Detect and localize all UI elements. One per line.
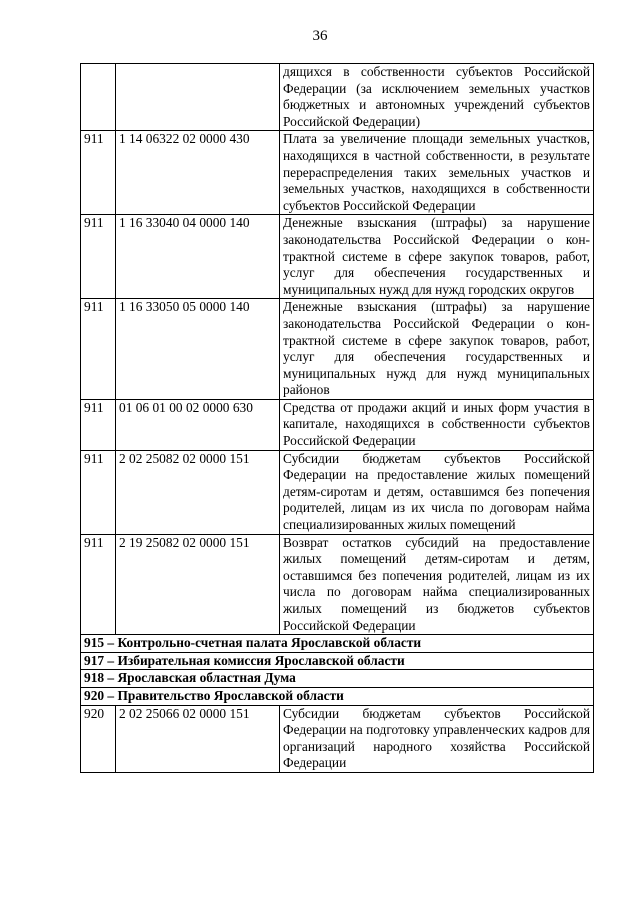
admin-code-cell: 911 <box>81 399 116 450</box>
section-header-row <box>81 635 594 653</box>
description-cell: Субсидии бюджетам субъектов Российской Федерации на подготовку управленческих кадров для организаций народного хозяйства Российской Федерации <box>280 705 594 772</box>
admin-code-cell: 911 <box>81 215 116 299</box>
table-row <box>81 399 594 450</box>
admin-code-cell: 911 <box>81 534 116 635</box>
budget-code-cell <box>116 64 280 131</box>
budget-code-cell: 01 06 01 00 02 0000 630 <box>116 399 280 450</box>
table-row <box>81 450 594 534</box>
budget-code-cell: 1 16 33040 04 0000 140 <box>116 215 280 299</box>
table-row <box>81 534 594 635</box>
section-header-row <box>81 652 594 670</box>
table-row <box>81 215 594 299</box>
budget-code-cell: 2 02 25082 02 0000 151 <box>116 450 280 534</box>
description-cell: Денежные взыскания (штрафы) за нарушение законодательства Российской Федерации о контрактной системе в сфере закупок товаров, работ, услуг для обеспечения государственных и муниципальных нужд для нужд городских округов <box>280 215 594 299</box>
admin-code-cell: 911 <box>81 450 116 534</box>
description-cell: Денежные взыскания (штрафы) за нарушение законодательства Российской Федерации о контрактной системе в сфере закупок товаров, работ, услуг для обеспечения государственных и муниципальных нужд для нужд муниципальных районов <box>280 299 594 400</box>
budget-code-cell: 1 14 06322 02 0000 430 <box>116 131 280 215</box>
revenue-codes-table <box>80 63 594 773</box>
admin-code-cell: 911 <box>81 299 116 400</box>
section-title: 920 – Правительство Ярославской области <box>81 687 594 705</box>
description-cell: Средства от продажи акций и иных форм участия в капитале, находящихся в собственности субъектов Российской Федерации <box>280 399 594 450</box>
admin-code-cell <box>81 64 116 131</box>
table-row <box>81 64 594 131</box>
table-row <box>81 705 594 772</box>
description-cell: дящихся в собственности субъектов Российской Федерации (за исключением земельных участков бюджетных и автономных учреждений субъектов Российской Федерации) <box>280 64 594 131</box>
table-row <box>81 299 594 400</box>
section-title: 918 – Ярославская областная Дума <box>81 670 594 688</box>
admin-code-cell: 920 <box>81 705 116 772</box>
section-header-row <box>81 687 594 705</box>
budget-code-cell: 2 19 25082 02 0000 151 <box>116 534 280 635</box>
page-number: 36 <box>312 28 328 44</box>
budget-code-cell: 2 02 25066 02 0000 151 <box>116 705 280 772</box>
table-row <box>81 131 594 215</box>
admin-code-cell: 911 <box>81 131 116 215</box>
description-cell: Возврат остатков субсидий на предоставление жилых помещений детям-сиротам и детям, оставшимся без попечения родителей, лицам из их числа по договорам найма специализированных жилых помещений из бюджетов субъектов Российской Федерации <box>280 534 594 635</box>
description-cell: Субсидии бюджетам субъектов Российской Федерации на предоставление жилых помещений детям-сиротам и детям, оставшимся без попечения родителей, лицам из их числа по договорам найма специализированных жилых помещений <box>280 450 594 534</box>
section-title: 915 – Контрольно-счетная палата Ярославской области <box>81 635 594 653</box>
section-header-row <box>81 670 594 688</box>
table-body <box>81 64 594 773</box>
description-cell: Плата за увеличение площади земельных участков, находящихся в частной собственности, в результате перераспределения таких земельных участков и земельных участков, находящихся в собственности субъектов Российской Федерации <box>280 131 594 215</box>
budget-code-cell: 1 16 33050 05 0000 140 <box>116 299 280 400</box>
section-title: 917 – Избирательная комиссия Ярославской области <box>81 652 594 670</box>
